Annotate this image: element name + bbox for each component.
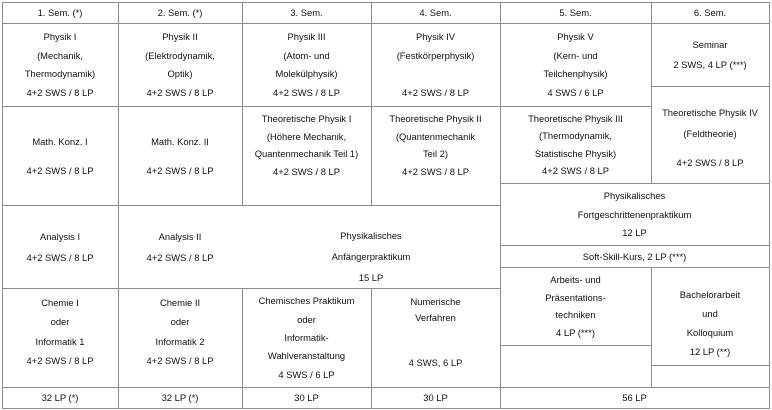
total-sem-2	[118, 387, 242, 408]
module-seminar	[651, 23, 769, 86]
module-title: Bachelorarbeit	[679, 289, 741, 300]
module-subtitle: oder	[50, 316, 70, 328]
module-analysis-2	[118, 205, 242, 288]
module-subtitle: Kolloquium	[686, 327, 734, 338]
module-subtitle: Teil 2)	[422, 148, 448, 160]
module-fortgeschrittenenpraktikum	[500, 183, 769, 245]
module-subtitle: Quantenmechanik Teil 1)	[254, 148, 359, 160]
header-label: 6. Sem.	[693, 7, 727, 18]
header-sem-6	[651, 2, 769, 23]
module-title: Chemie II	[159, 296, 201, 308]
header-sem-2	[118, 2, 242, 23]
module-credits: 4+2 SWS / 8 LP	[273, 166, 340, 178]
module-subtitle: Präsentations-	[545, 291, 606, 303]
module-numerische-verfahren	[371, 288, 500, 387]
module-credits: 4+2 SWS / 8 LP	[26, 251, 94, 263]
module-subtitle: Wahlveranstaltung	[267, 350, 346, 362]
module-chemie-1	[2, 288, 118, 387]
module-title: Arbeits- und	[550, 273, 601, 285]
module-credits: 15 LP	[358, 272, 384, 283]
module-credits: 4+2 SWS / 8 LP	[402, 87, 469, 98]
module-subtitle: techniken	[555, 309, 596, 321]
module-theo-physik-1	[242, 106, 371, 184]
module-title: Analysis II	[158, 230, 202, 242]
module-title: Theoretische Physik I	[261, 112, 352, 124]
module-title: Physik III	[287, 30, 326, 42]
module-credits: 4+2 SWS / 8 LP	[273, 87, 340, 99]
module-credits: 4 LP (***)	[556, 327, 595, 339]
module-subtitle: (Kern- und	[553, 49, 598, 61]
module-subtitle: oder	[170, 316, 190, 328]
module-title: Physikalisches	[603, 190, 666, 202]
module-subtitle: (Feldtheorie)	[683, 128, 737, 139]
module-title: Physik I	[43, 30, 77, 42]
module-credits: 2 SWS, 4 LP (***)	[673, 59, 747, 70]
module-title: Soft-Skill-Kurs, 2 LP (***)	[582, 250, 687, 262]
module-title: Math. Konz. I	[32, 135, 88, 147]
module-theo-physik-4	[651, 86, 769, 183]
header-sem-1	[2, 2, 118, 23]
module-subtitle: Informatik-	[284, 331, 329, 343]
module-subtitle: (Festkörperphysik)	[396, 50, 475, 61]
module-title: Seminar	[692, 39, 728, 50]
module-title: Math. Konz. II	[151, 135, 209, 147]
module-physik-5	[500, 23, 651, 106]
module-physik-2	[118, 23, 242, 106]
module-credits: 4+2 SWS / 8 LP	[542, 165, 609, 177]
module-credits: 12 LP	[622, 226, 647, 238]
module-chemisches-praktikum	[242, 288, 371, 387]
module-subtitle: Thermodynamik)	[24, 68, 96, 80]
total-label: 32 LP (*)	[41, 392, 79, 403]
module-title: Physikalisches	[340, 230, 402, 241]
module-arbeitstechniken	[500, 267, 651, 345]
module-subtitle: (Mechanik,	[37, 49, 83, 61]
module-credits: 4 SWS / 6 LP	[278, 368, 335, 380]
module-chemie-2	[118, 288, 242, 387]
module-subtitle: Molekülphysik)	[275, 68, 338, 80]
module-credits: 4 SWS / 6 LP	[547, 87, 604, 99]
header-label: 3. Sem.	[290, 7, 323, 18]
header-label: 5. Sem.	[559, 7, 592, 18]
module-subtitle: Informatik 1	[35, 335, 85, 347]
module-anfaengerpraktikum	[242, 205, 500, 288]
module-subtitle: Statistische Physik)	[534, 147, 617, 159]
module-math-konz-2	[118, 106, 242, 205]
module-title: Physik II	[162, 30, 198, 42]
module-credits: 4 SWS, 6 LP	[408, 357, 463, 368]
module-subtitle: (Quantenmechanik	[395, 130, 476, 142]
module-physik-3	[242, 23, 371, 106]
module-subtitle: Fortgeschrittenenpraktikum	[577, 208, 692, 220]
total-sem-5-6	[500, 387, 769, 408]
module-bachelorarbeit	[651, 267, 769, 365]
module-physik-4	[371, 23, 500, 106]
total-label: 32 LP (*)	[161, 392, 199, 403]
module-subtitle: Verfahren	[415, 312, 456, 323]
module-credits: 4+2 SWS / 8 LP	[26, 87, 94, 99]
total-label: 56 LP	[622, 392, 647, 403]
module-title: Analysis I	[39, 230, 81, 242]
module-title: Physik V	[557, 30, 594, 42]
module-credits: 12 LP (**)	[689, 346, 731, 357]
module-soft-skill-kurs	[500, 245, 769, 267]
module-credits: 4+2 SWS / 8 LP	[146, 251, 214, 263]
module-title: Physik IV	[415, 31, 456, 42]
module-credits: 4+2 SWS / 8 LP	[402, 166, 469, 178]
total-sem-1	[2, 387, 118, 408]
module-subtitle: Optik)	[167, 68, 193, 80]
module-subtitle: (Atom- und	[283, 49, 330, 61]
module-credits: 4+2 SWS / 8 LP	[676, 157, 744, 168]
header-label: 1. Sem. (*)	[37, 7, 83, 18]
module-subtitle: Anfängerpraktikum	[331, 251, 411, 262]
module-subtitle: Informatik 2	[155, 335, 205, 347]
module-title: Chemie I	[41, 296, 79, 308]
module-title: Theoretische Physik II	[389, 112, 482, 124]
module-title: Chemisches Praktikum	[258, 295, 355, 307]
module-credits: 4+2 SWS / 8 LP	[146, 355, 214, 367]
module-title: Theoretische Physik IV	[662, 107, 758, 118]
header-sem-4	[371, 2, 500, 23]
module-credits: 4+2 SWS / 8 LP	[146, 87, 214, 99]
module-subtitle: und	[702, 308, 718, 319]
module-credits: 4+2 SWS / 8 LP	[146, 164, 214, 176]
module-physik-1	[2, 23, 118, 106]
total-sem-4	[371, 387, 500, 408]
module-math-konz-1	[2, 106, 118, 205]
total-label: 30 LP	[294, 392, 319, 403]
module-theo-physik-3	[500, 106, 651, 183]
total-sem-3	[242, 387, 371, 408]
header-sem-3	[242, 2, 371, 23]
module-credits: 4+2 SWS / 8 LP	[26, 164, 94, 176]
module-subtitle: (Höhere Mechanik,	[266, 130, 347, 142]
header-label: 4. Sem.	[419, 7, 452, 18]
module-subtitle: Teilchenphysik)	[543, 68, 608, 80]
header-label: 2. Sem. (*)	[157, 7, 203, 18]
header-sem-5	[500, 2, 651, 23]
module-credits: 4+2 SWS / 8 LP	[26, 355, 94, 367]
module-subtitle: (Thermodynamik,	[539, 130, 612, 142]
module-analysis-1	[2, 205, 118, 288]
module-title: Numerische	[410, 296, 461, 307]
module-subtitle: (Elektrodynamik,	[145, 49, 215, 61]
module-title: Theoretische Physik III	[528, 112, 623, 124]
module-theo-physik-2	[371, 106, 500, 184]
total-label: 30 LP	[423, 392, 448, 403]
module-subtitle: oder	[297, 313, 316, 325]
